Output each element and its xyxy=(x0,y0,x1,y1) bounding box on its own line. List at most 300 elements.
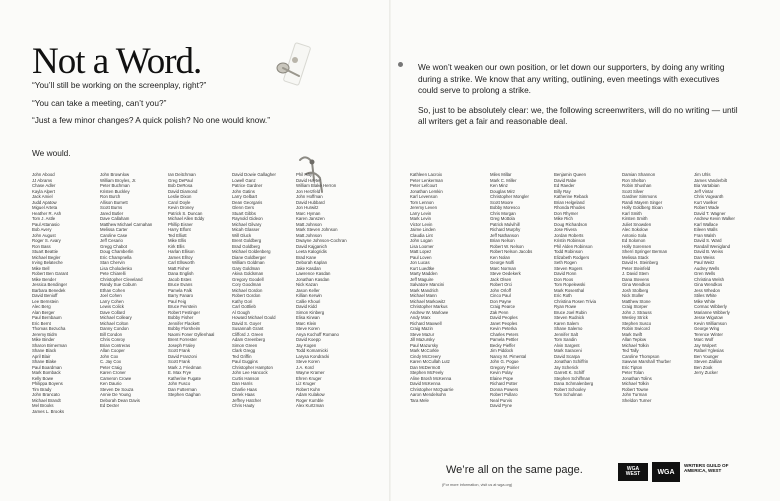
signatory-name: Stuart Gibbs xyxy=(232,210,256,216)
signatory-name: Brad Kane xyxy=(296,254,317,260)
signatory-name: Paul Feig xyxy=(168,298,187,304)
headline: Not a Word. xyxy=(32,41,202,82)
signatory-name: Elaine Pope xyxy=(490,375,514,381)
signatory-name: Eric Champnella xyxy=(100,254,132,260)
signatory-name: Kevin Droney xyxy=(168,205,194,210)
quote-2: “You can take a meeting, can’t you?” xyxy=(32,97,167,108)
signatory-name: William Blake Herron xyxy=(296,183,337,188)
signatory-name: Carl Gottlieb xyxy=(232,304,256,309)
signatory-name: Brent Forrester xyxy=(168,337,197,342)
signatory-name: Deborah Kaplan xyxy=(296,260,328,265)
signatory-name: David Franzoni xyxy=(168,353,197,359)
signatory-name: Becky Pieffer xyxy=(490,342,516,348)
signatory-name: Ted Griffin xyxy=(232,353,252,359)
signatory-name: Wayne Kramer xyxy=(296,370,325,375)
signatory-name: Shane Salerno xyxy=(554,326,583,331)
signatory-name: Tom Lennon xyxy=(410,199,434,205)
signatory-name: Chris Conroy xyxy=(100,337,126,342)
signatory-name: Gregory Goodell xyxy=(232,276,264,282)
signatory-name: Andrew W. Marlowe xyxy=(410,309,449,315)
signatory-name: Leslie Dixon xyxy=(168,194,192,199)
signatory-name: Killian Kerwin xyxy=(296,293,322,298)
signatory-name: Robin Swicord xyxy=(622,326,650,331)
signatory-name: Robert Festinger xyxy=(168,309,201,315)
signatory-name: Randi Mayem Singer xyxy=(622,199,663,205)
signatory-name: James Ellroy xyxy=(168,254,193,260)
signatory-name: William Goldman xyxy=(232,260,265,265)
signatory-name: Lowell Ganz xyxy=(232,177,256,183)
signatory-name: Deborah Dean Davis xyxy=(100,397,140,403)
signatory-name: Ben Younger xyxy=(694,353,719,359)
signatory-name: Ian Deitchman xyxy=(168,172,196,177)
signatory-name: Chase Adler xyxy=(32,183,56,188)
signatory-name: Derek Haas xyxy=(232,392,255,397)
signatory-name: Dean Georgaris xyxy=(232,199,263,205)
signatory-name: Jesse Wigutow xyxy=(694,315,723,320)
signatory-name: Allison Burnett xyxy=(100,199,128,205)
signatory-name: Marty Madden xyxy=(410,271,438,276)
signatory-name: Bruce Feirstein xyxy=(168,304,197,309)
signatory-name: Jonathan Schiffrin xyxy=(554,359,589,364)
signatory-name: David S. Goyer xyxy=(232,320,262,326)
signatory-name: Katherine Reback xyxy=(554,194,589,199)
signatory-name: Kirsten Smith xyxy=(622,216,648,221)
signatory-name: John Turman xyxy=(622,392,648,397)
statement-paragraph-2: So, just to be absolutely clear: we, the following screenwriters, will do no writing — until all writers get a fair and reasonable deal. xyxy=(418,104,738,126)
signatory-name: Michael Colleary xyxy=(100,315,132,320)
signatory-name: Richard Murphy xyxy=(490,227,521,232)
wga-east-logo: WGA xyxy=(652,462,680,482)
signatory-name: Joseph Fraley xyxy=(168,342,195,348)
signatory-name: Kevin Williamson xyxy=(694,320,727,326)
signatory-name: Peter Steinfeld xyxy=(622,265,651,271)
signatory-name: Roger Kumble xyxy=(296,397,324,403)
signatory-name: John J. Strauss xyxy=(622,309,652,315)
signatory-name: David Peoples xyxy=(490,315,518,320)
signatory-name: Claudia Lint xyxy=(410,232,433,238)
signatory-name: John Cox xyxy=(100,353,119,359)
signatory-name: Doug Richardson xyxy=(554,221,588,227)
signatory-name: Mike Binder xyxy=(32,337,55,342)
signatory-name: Brent Goldberg xyxy=(232,238,262,243)
signatory-name: Eric Roth xyxy=(554,293,572,298)
signatory-name: Gina Wendkos xyxy=(622,282,651,287)
signatory-name: Mark Steven Johnson xyxy=(296,227,338,232)
signatory-name: Ehren Kruger xyxy=(296,375,322,381)
signatory-name: Billy Ray xyxy=(554,188,571,194)
signatory-name: Caroline Case xyxy=(100,232,128,238)
signatory-name: Micah Glasser xyxy=(232,227,260,232)
signatory-name: Allan Cooper xyxy=(100,348,125,353)
signatory-name: Christopher Mongler xyxy=(490,194,529,199)
signatory-name: Bobby Florsheim xyxy=(168,326,201,331)
signatory-name: Chris Hauty xyxy=(232,403,255,408)
signatory-name: Matt Fisher xyxy=(168,265,190,271)
signatory-name: David Hayter xyxy=(296,177,321,183)
signatory-name: Jennifer Flackett xyxy=(168,320,200,326)
signatory-name: Susannah Grant xyxy=(232,326,264,331)
signatory-name: Sherri Springer Berman xyxy=(622,249,668,254)
signatory-name: Alec Berg xyxy=(32,304,51,309)
signatory-name: Phil Hay xyxy=(296,172,313,177)
signatory-name: Stephen Gaghan xyxy=(168,392,201,397)
signatory-name: Leeta Kalogridis xyxy=(296,249,327,254)
signatory-name: Ken Minz xyxy=(490,183,508,188)
signatory-name: Brad Goldberg xyxy=(232,243,260,249)
signatory-name: Matt Johnson xyxy=(296,221,322,227)
signatory-name: Brian Nelson xyxy=(490,238,515,243)
signatory-name: Jim Uhls xyxy=(694,172,711,177)
signatory-name: Larry Levin xyxy=(410,210,432,216)
signatory-name: Robert Ben Garant xyxy=(32,271,69,276)
quote-1: “You’ll still be working on the screenplay, right?” xyxy=(32,80,207,90)
signatory-name: James L. Brooks xyxy=(32,408,65,414)
signatory-name: J.A. Kord xyxy=(296,364,314,370)
signatory-name: Melissa Carter xyxy=(100,227,128,232)
signatory-name: Brian Contreras xyxy=(100,342,131,348)
signatory-name: Will Gluck xyxy=(232,232,252,238)
signatory-name: Todd Komarnicki xyxy=(296,348,328,353)
signatory-name: Ed Raeder xyxy=(554,183,575,188)
signatory-name: Clifford J. Green xyxy=(232,331,264,337)
signatory-name: Mike Ellis xyxy=(168,238,187,243)
signatory-name: Steven Rudnick xyxy=(554,315,585,320)
signatory-name: David S. Ward xyxy=(694,238,722,243)
signatory-name: Dan Harris xyxy=(232,381,253,386)
signatory-name: Gina Wendkos xyxy=(694,282,723,287)
signatory-name: Matt Lopez xyxy=(410,249,432,254)
signatory-name: Alan Berger xyxy=(32,309,55,315)
signatory-name: Mark Mandrich xyxy=(410,287,439,293)
signatory-name: Phillip Eisner xyxy=(168,221,193,227)
signatory-name: Jonathan Lemkin xyxy=(410,188,443,194)
signatory-name: Ethan Cohen xyxy=(100,287,126,293)
signatory-name: Jonathan Tolins xyxy=(622,375,652,381)
signatory-name: Steven Zaillian xyxy=(694,359,723,364)
signatory-name: Karl Levenson xyxy=(410,194,438,199)
signatory-name: Doug Chamberlin xyxy=(100,249,134,254)
signatory-name: Jeremy Leven xyxy=(410,205,437,210)
signatory-name: John Gatins xyxy=(232,188,255,194)
signatory-name: Dave Callaham xyxy=(100,216,130,221)
signatory-name: Richard Maxwell xyxy=(410,320,442,326)
signatory-name: Michael Tolkin xyxy=(622,381,649,386)
signatory-name: Diane Goldberger xyxy=(232,254,266,260)
signatory-name: Jack Olsen xyxy=(490,276,512,282)
signatory-name: Annie De Young xyxy=(100,392,131,397)
signatory-name: Steve Koren xyxy=(296,359,320,364)
signatory-name: Holly Goldberg Sloan xyxy=(622,205,663,210)
signatory-name: Bobby Moresco xyxy=(490,205,520,210)
signatory-name: Michael Goldenberg xyxy=(232,249,271,254)
signatory-name: Harlan Ellison xyxy=(168,249,195,254)
we-would-line: We would. xyxy=(32,148,71,158)
signatory-name: Andy Marx xyxy=(410,315,431,320)
signatory-name: James Vanderbilt xyxy=(694,177,727,183)
signatory-name: Caroline Thompson xyxy=(622,353,660,359)
signatory-name: Robert Schooley xyxy=(554,386,586,392)
signatory-name: Gardner Simmons xyxy=(622,194,657,199)
signatory-name: Randall Wenigland xyxy=(694,243,730,249)
signatory-name: Michael Brandt xyxy=(32,397,61,403)
signatory-name: John Orloff xyxy=(490,287,511,293)
signatory-name: Chris Vogeanth xyxy=(694,194,724,199)
signatory-name: Clark Gregg xyxy=(232,348,256,353)
signatory-name: David Benioff xyxy=(32,293,58,298)
signatory-name: John Brownlow xyxy=(100,172,130,177)
signatory-name: Randy Sue Coburn xyxy=(100,282,137,287)
signatory-name: David Dowie Gallagher xyxy=(232,172,276,177)
signatory-name: Karen Janszen xyxy=(296,216,325,221)
signatory-name: Don Payne xyxy=(490,298,512,304)
signatory-name: Robin Shushan xyxy=(622,183,652,188)
signatory-name: Bia Vartabian xyxy=(694,183,720,188)
names-column-left-2 xyxy=(100,172,152,409)
signatory-name: Charles Peters xyxy=(490,331,519,337)
right-page xyxy=(390,0,780,501)
signatory-name: Jim Piddock xyxy=(490,348,514,353)
signatory-name: Cindy McCreery xyxy=(410,353,441,359)
signatory-name: Paul Loven xyxy=(410,254,432,260)
signatory-name: David Koepp xyxy=(296,337,321,342)
signatory-name: Greg Mottola xyxy=(490,216,515,221)
signatory-name: Mike Bell xyxy=(32,265,50,271)
signatory-name: Steven De Souza xyxy=(100,386,134,392)
signatory-name: Chris Morgan xyxy=(490,210,516,216)
signatory-name: Naomi Foner Gyllenhaal xyxy=(168,331,215,337)
signatory-name: Kristen Buckley xyxy=(100,188,130,194)
signatory-name: Mark Swift xyxy=(622,331,643,337)
signatory-name: Salvatore Mancini xyxy=(410,282,445,287)
signatory-name: Robert Kuhn xyxy=(296,386,321,392)
signatory-name: Nick Kazan xyxy=(296,282,318,287)
quotes-block xyxy=(32,80,287,133)
signatory-name: Jacob Estes xyxy=(168,276,192,282)
signatory-name: Stephen Schiffman xyxy=(554,375,591,381)
signatory-name: Don Roos xyxy=(554,276,574,282)
signatory-name: Thomas Bezucha xyxy=(32,326,66,331)
signatory-name: Karl Smith xyxy=(622,210,642,216)
signatory-name: Jake Kasdan xyxy=(296,265,321,271)
signatory-name: Kirk Ellis xyxy=(168,243,185,249)
signatory-name: Bobby Fisher xyxy=(168,315,194,320)
signatory-name: Adam Kulakow xyxy=(296,392,325,397)
signatory-name: Christopher McQuarrie xyxy=(410,386,454,392)
signatory-name: Jared Butler xyxy=(100,210,124,216)
signatory-name: Scott Frank xyxy=(168,348,190,353)
signatory-name: Pete Chiarelli xyxy=(100,271,126,276)
signatory-name: John G. Pogue xyxy=(490,359,519,364)
signatory-name: Cormac Wibberly xyxy=(694,304,727,309)
signatory-name: Shane Black xyxy=(32,348,57,353)
signatory-name: Victor Levin xyxy=(410,221,433,227)
signatory-name: Elizabeth Rodgers xyxy=(554,254,590,260)
signatory-name: Benjamin Queen xyxy=(554,172,587,177)
signatory-name: J. David Stem xyxy=(622,271,649,276)
signatory-name: Kayla Alpert xyxy=(32,188,55,194)
signatory-name: Carl Ellsworth xyxy=(168,260,195,265)
signatory-name: Jay Wolpert xyxy=(694,342,717,348)
signatory-name: David Rabe xyxy=(554,177,577,183)
signatory-name: Tom Schulman xyxy=(554,392,583,397)
signatory-name: Jeff Vintar xyxy=(694,188,714,194)
signatory-name: Harry Elfont xyxy=(168,227,191,232)
signatory-name: Carol Doyle xyxy=(168,199,191,205)
signatory-name: Lewis Colick xyxy=(100,304,124,309)
signatory-name: Jeffrey Hatcher xyxy=(232,397,262,403)
names-column-right-4 xyxy=(622,172,671,403)
signatory-name: Larry Gelbart xyxy=(232,194,258,199)
signatory-name: Simon Kinberg xyxy=(296,309,325,315)
signatory-name: Tara Mele xyxy=(410,397,429,403)
signatory-name: Mike White xyxy=(694,298,716,304)
signatory-name: Cameron Crowe xyxy=(100,375,132,381)
signatory-name: Jennifer Salt xyxy=(554,331,578,337)
footnote: (For more information, visit us at wga.org) xyxy=(442,483,513,487)
signatory-name: Paul Boardman xyxy=(32,364,62,370)
signatory-name: Matt Johnson xyxy=(296,232,322,238)
signatory-name: Peter Tolan xyxy=(622,370,644,375)
signatory-name: Ron Burch xyxy=(100,194,121,199)
signatory-name: David Hubbard xyxy=(296,199,325,205)
signatory-name: Karen Croner xyxy=(100,370,126,375)
signatory-name: Mel Brooks xyxy=(32,403,54,408)
signatory-name: Ted Tally xyxy=(622,348,639,353)
signatory-name: Mike Rich xyxy=(554,216,573,221)
signatory-name: Bob DeRosa xyxy=(168,183,193,188)
names-column-right-3 xyxy=(554,172,596,398)
signatory-name: Kevin Peterka xyxy=(490,326,517,331)
signatory-name: Shane Blake xyxy=(32,359,57,364)
signatory-name: John August xyxy=(32,232,56,238)
signatory-name: Greg DePaul xyxy=(168,177,193,183)
signatory-name: Scott Silver xyxy=(622,188,644,194)
signatory-name: Jon Hurwitz xyxy=(296,205,319,210)
signatory-name: Phil Alden Robinson xyxy=(554,243,593,249)
quote-3: “Just a few minor changes? A quick polish? No one would know.” xyxy=(32,115,270,125)
signatory-name: William Broyles, Jr. xyxy=(100,177,137,183)
signatory-name: Barbara Benedek xyxy=(32,287,66,293)
signatory-name: Raynold Gideon xyxy=(232,216,263,221)
signatory-name: Kurt Luedtke xyxy=(410,265,435,271)
signatory-name: Dave Collard xyxy=(100,309,125,315)
signatory-name: Paul Bernbaum xyxy=(32,315,62,320)
signatory-name: Ed Solomon xyxy=(622,238,646,243)
signatory-name: Ron Bass xyxy=(32,243,51,249)
signatory-name: Seth Rogen xyxy=(554,260,577,265)
signatory-name: Stephen McFeely xyxy=(410,370,444,375)
signatory-name: Glenn Gers xyxy=(232,205,254,210)
signatory-name: Donna Powers xyxy=(490,386,519,392)
signatory-name: Joel Cohen xyxy=(100,293,122,298)
signatory-name: Robert Orci xyxy=(490,282,512,287)
signatory-name: Judd Apatow xyxy=(32,199,57,205)
signatory-name: Miles Millar xyxy=(490,172,512,177)
statement-paragraph-1: We won’t weaken our own position, or let down our supporters, by doing any writing during a strike. We know that any writing, outlining, even meetings with executives could serve to prolong a strike. xyxy=(418,62,725,95)
signatory-name: Damian Shannon xyxy=(622,172,656,177)
signatory-name: Christina Rosen Trivia xyxy=(554,298,597,304)
signatory-name: Marc Klein xyxy=(296,320,317,326)
signatory-name: Jerry Zucker xyxy=(694,370,718,375)
signatory-name: Jessica Bendinger xyxy=(32,282,68,287)
signatory-name: Jon Lucas xyxy=(410,260,430,265)
signatory-name: John Hoffman xyxy=(296,194,323,199)
signatory-name: April Blair xyxy=(32,353,51,359)
signatory-name: Jeremy Bidm xyxy=(32,331,58,337)
signatory-name: Michael Colton xyxy=(100,320,129,326)
signatory-name: Patrick Mulvihill xyxy=(490,221,520,227)
signatory-name: Gren Wells xyxy=(694,271,716,276)
signatory-name: Sheldon Turner xyxy=(622,397,652,403)
names-column-right-1 xyxy=(410,172,453,403)
signatory-name: Aline Brosh McKenna xyxy=(410,375,452,381)
signatory-name: Patrice Gardner xyxy=(232,183,263,188)
signatory-name: Stuart Beattie xyxy=(32,249,59,254)
signatory-name: Kathy Gori xyxy=(232,298,253,304)
signatory-name: Karen Salem xyxy=(554,320,579,326)
signatory-name: Dwayne Johnson-Cochran xyxy=(296,238,347,243)
signatory-name: Jordan Roberts xyxy=(554,232,584,238)
signatory-name: Mark Rosenthal xyxy=(554,287,585,293)
signatory-name: Callie Khouri xyxy=(296,298,321,304)
signatory-name: David Ronn xyxy=(554,271,577,276)
signatory-name: Mark Saraceni xyxy=(554,348,582,353)
signatory-name: Ed Decter xyxy=(100,403,120,408)
signatory-name: Matthew Stone xyxy=(622,298,651,304)
signatory-name: David Pyne xyxy=(490,403,512,408)
signatory-name: Ben Zook xyxy=(694,364,713,370)
signatory-name: Cinco Paul xyxy=(490,293,511,298)
signatory-name: Marc Wolf xyxy=(694,337,714,342)
signatory-name: John Lee Hancock xyxy=(232,370,268,375)
signatory-name: Janet Peoples xyxy=(490,320,518,326)
signatory-name: Craig Pearce xyxy=(490,304,516,309)
signatory-name: Howard Michael Gould xyxy=(232,315,276,320)
signatory-name: Peter Lefcourt xyxy=(410,183,437,188)
names-column-left-5 xyxy=(296,172,347,409)
signatory-name: Ken Nolan xyxy=(490,254,511,260)
signatory-name: Mark Bomback xyxy=(32,370,61,375)
signatory-name: Katherine Fugate xyxy=(168,375,201,381)
wga-west-logo-top: WGA xyxy=(626,466,640,472)
signatory-name: Neal Purvis xyxy=(490,397,512,403)
signatory-name: Jeff Maguire xyxy=(410,276,434,282)
signatory-name: Craig Storper xyxy=(622,304,648,309)
signatory-name: Douglas Mirz xyxy=(490,188,516,194)
signatory-name: Miguel Arteta xyxy=(32,205,58,210)
signatory-name: Scott Frank xyxy=(168,359,190,364)
signatory-name: Patrick S. Duncan xyxy=(168,210,203,216)
signatory-name: Adam Greenberg xyxy=(232,337,265,342)
signatory-name: Kelly Bowe xyxy=(32,375,54,381)
signatory-name: Paul Weitz xyxy=(694,260,715,265)
signatory-name: Jess Whedon xyxy=(694,287,721,293)
signatory-name: Dana Schmalenberg xyxy=(554,381,594,386)
signatory-name: Barry Fanaro xyxy=(168,293,194,298)
signatory-name: George Wing xyxy=(694,326,720,331)
signatory-name: Irving Belateche xyxy=(32,260,63,265)
signatory-name: Juliet Snowden xyxy=(622,221,652,227)
signatory-name: David T. Wagner xyxy=(694,210,726,216)
signatory-name: Jeff Cesario xyxy=(100,238,123,243)
signatory-name: Sawvan Marshall Thurber xyxy=(622,359,671,364)
signatory-name: Tom Ropelewski xyxy=(554,282,586,287)
signatory-name: Marc Norman xyxy=(490,265,517,271)
signatory-name: David Scarpa xyxy=(554,353,580,359)
signatory-name: George Nolfi xyxy=(490,260,515,265)
signatory-name: Cory Goodman xyxy=(232,282,262,287)
signatory-name: Peter Lenkerman xyxy=(410,177,443,183)
